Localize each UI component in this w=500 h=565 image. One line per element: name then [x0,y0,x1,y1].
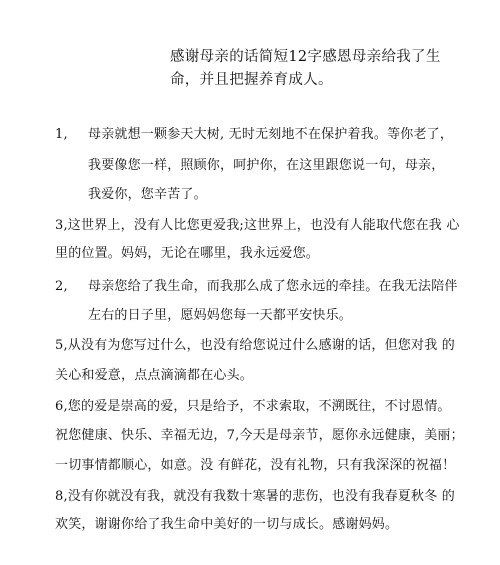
item-8-line-1: 8,没有你就没有我，就没有我数十寒暑的悲伤，也没有我春夏秋冬 的 [55,489,455,504]
item-6-line-1: 6,您的爱是崇高的爱，只是给予，不求索取，不溯既往，不讨恩情。 [55,399,451,414]
item-1-line-1: 母亲就想一颗参天大树, 无时无刻地不在保护着我。等你老了， [88,127,454,142]
item-2-line-1: 母亲您给了我生命，而我那么成了您永远的牵挂。在我无法陪伴 [88,279,458,294]
item-5-line-1: 5,从没有为您写过什么，也没有给您说过什么感谢的话，但您对我 的 [55,338,455,353]
item-2-line-2: 左右的日子里，愿妈妈您每一天都平安快乐。 [88,308,353,323]
document-title-line-1: 感谢母亲的话简短12字感恩母亲给我了生 [170,49,441,65]
item-8-line-2: 欢笑，谢谢你给了我生命中美好的一切与成长。感谢妈妈。 [55,517,399,532]
item-6-line-2: 祝您健康、快乐、幸福无边，7,今天是母亲节，愿你永远健康，美丽； [55,428,464,443]
item-3-line-2: 里的位置。妈妈，无论在哪里，我永远爱您。 [55,246,320,261]
item-3-line-1: 3,这世界上，没有人比您更爱我;这世界上，也没有人能取代您在我 心 [55,218,460,233]
item-1-line-3: 我爱你，您辛苦了。 [88,187,207,202]
item-6-line-3: 一切事情都顺心，如意。没 有鲜花，没有礼物，只有我深深的祝福！ [55,458,456,473]
item-5-line-2: 关心和爱意，点点滴滴都在心头。 [55,368,254,383]
document-title-line-2: 命，并且把握养育成人。 [170,72,333,88]
item-1-line-2: 我要像您一样，照顾你，呵护你，在这里跟您说一句，母亲， [88,158,445,173]
item-1-number: 1, [55,127,68,142]
item-2-number: 2, [55,279,68,294]
